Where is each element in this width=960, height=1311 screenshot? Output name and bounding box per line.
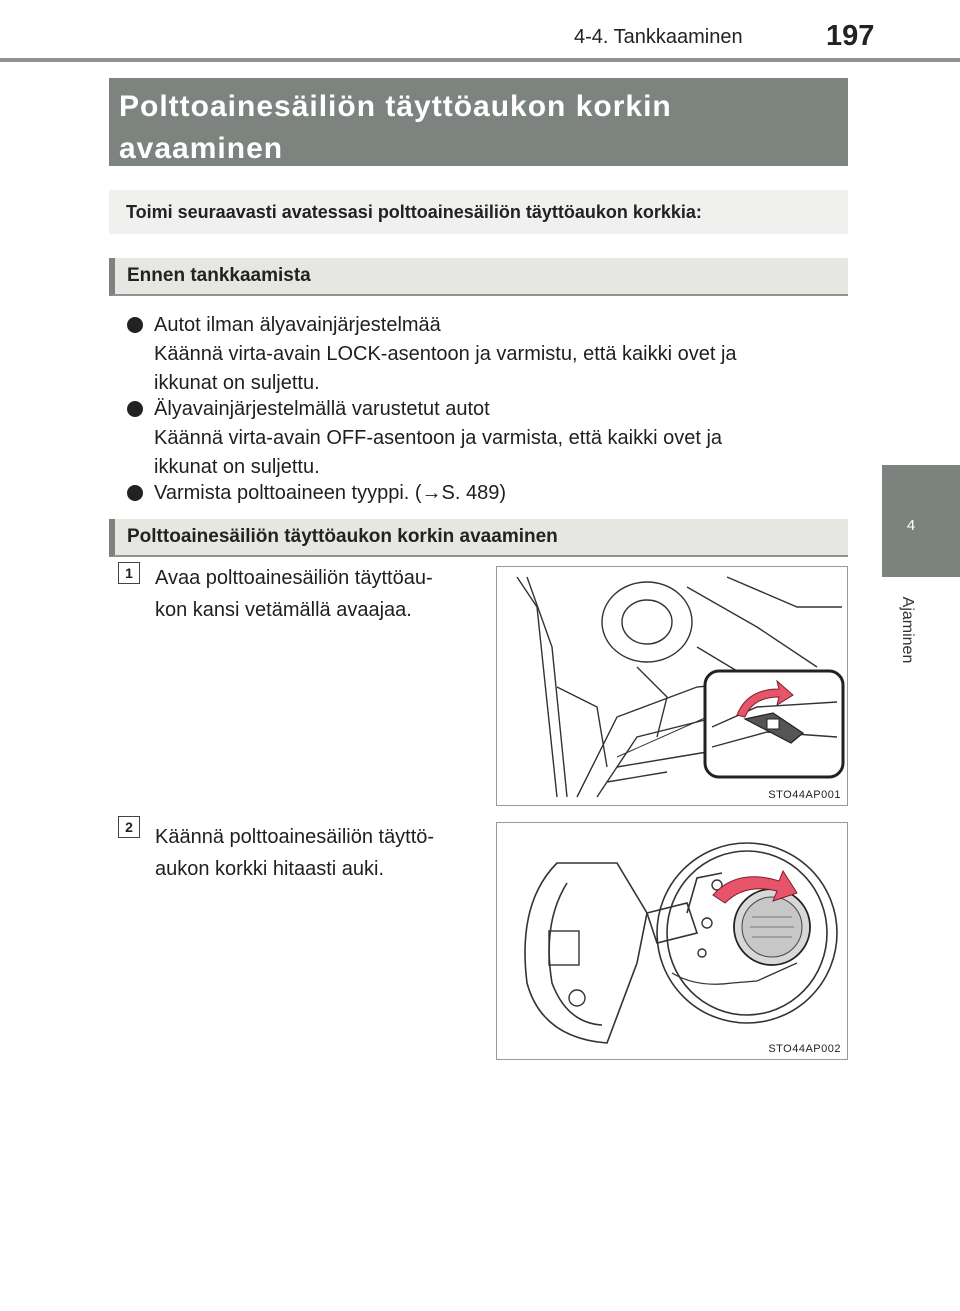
figure-code: STO44AP001	[768, 789, 841, 801]
chapter-label: Ajaminen	[899, 596, 916, 664]
figure-code: STO44AP002	[768, 1043, 841, 1055]
step-number-1: 1	[118, 562, 140, 584]
subheading-before-refueling: Ennen tankkaamista	[109, 258, 848, 296]
fuel-cap-illustration	[497, 823, 848, 1060]
figure-fuel-cap	[496, 822, 848, 1060]
fuel-pump-icon	[767, 719, 779, 729]
main-title: Polttoainesäiliön täyttöaukon korkin avaaminen	[109, 78, 848, 166]
step-text-2: Käännä polttoainesäiliön täyttö- aukon korkki hitaasti auki.	[155, 826, 435, 880]
subheading-opening-cap: Polttoainesäiliön täyttöaukon korkin avaaminen	[109, 519, 848, 557]
page-number: 197	[826, 20, 875, 52]
bullet-dot	[127, 401, 143, 417]
step-number-2: 2	[118, 816, 140, 838]
header-rule	[0, 58, 960, 62]
chapter-number: 4	[906, 517, 916, 534]
car-interior-illustration	[497, 567, 848, 806]
bullet-dot	[127, 485, 143, 501]
chapter-tab	[882, 465, 960, 577]
step-text-1: Avaa polttoainesäiliön täyttöau- kon kansi vetämällä avaajaa.	[155, 567, 433, 621]
bullet-dot	[127, 317, 143, 333]
figure-fuel-door-opener	[496, 566, 848, 806]
fuel-cap	[734, 889, 810, 965]
section-title: 4-4. Tankkaaminen	[574, 26, 743, 48]
intro-box: Toimi seuraavasti avatessasi polttoainesäiliön täyttöaukon korkkia:	[109, 190, 848, 234]
